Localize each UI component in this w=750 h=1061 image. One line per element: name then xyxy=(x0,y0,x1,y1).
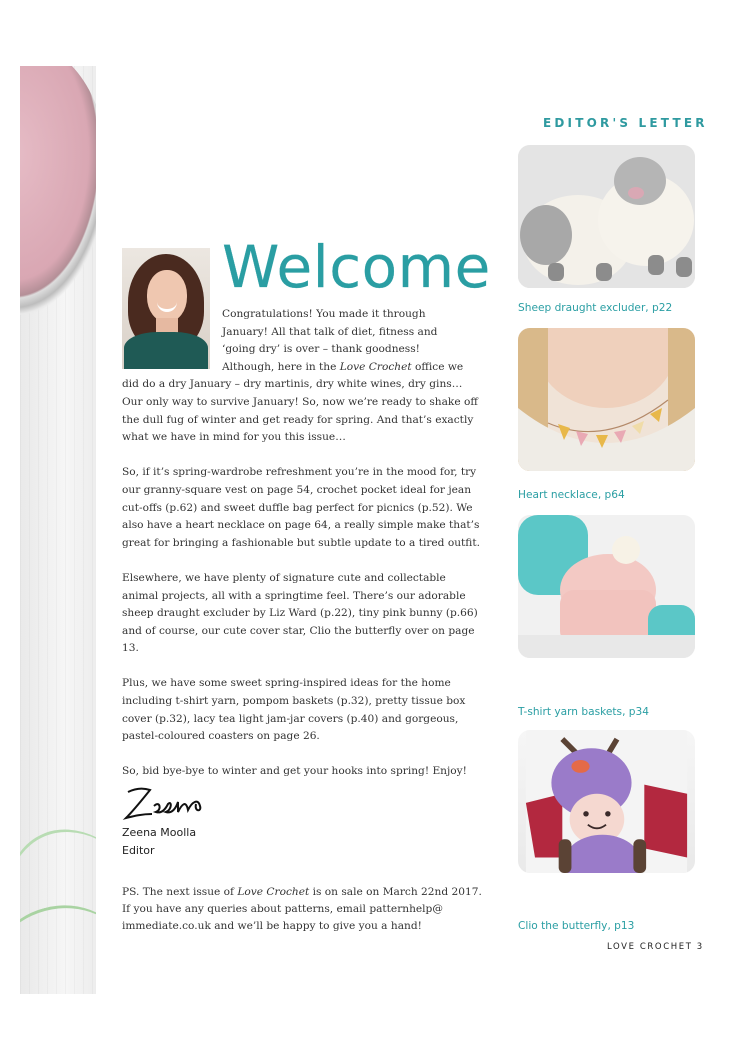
thumbnail-sheep xyxy=(518,145,695,288)
thumbnail-tshirt-yarn-baskets xyxy=(518,515,695,658)
thumbnail-clio-butterfly xyxy=(518,730,695,873)
page-footer: LOVE CROCHET 3 xyxy=(607,942,704,952)
paragraph-4: Plus, we have some sweet spring-inspired ideas for the home including t-shirt yarn, pompom baskets (p.32), pretty tissue box cover (p.32), lacy tea light jam-jar covers (p.40) and gorgeous, pastel-coloured coasters on page 26. xyxy=(122,677,466,743)
p1-rest: did do a dry January – dry martinis, dry white wines, dry gins… Our only way to survive January! So, now we’re ready to shake off the dull fug of winter and get ready for spring. And that’s exactly what we have in mind for you this issue… xyxy=(122,378,478,444)
caption-sheep: Sheep draught excluder, p22 xyxy=(518,302,673,314)
paragraph-3: Elsewhere, we have plenty of signature cute and collectable animal projects, all with a springtime feel. There’s our adorable sheep draught excluder by Liz Ward (p.22), tiny pink bunny (p.66) and of course, our cute cover star, Clio the butterfly over on page 13. xyxy=(122,571,478,655)
left-decorative-photo-strip xyxy=(20,66,96,994)
editor-role: Editor xyxy=(122,844,155,857)
letter-body xyxy=(122,306,480,799)
caption-tshirt-yarn-baskets: T-shirt yarn baskets, p34 xyxy=(518,706,650,718)
paragraph-2: So, if it’s spring-wardrobe refreshment you’re in the mood for, try our granny-square vest on page 54, crochet pocket ideal for jean cut-offs (p.62) and sweet duffle bag perfect for picnics (p.52). We also have a heart necklace on page 64, a really simple make that’s great for bringing a fashionable but subtle update to a tired outfit. xyxy=(122,466,480,549)
caption-heart-necklace: Heart necklace, p64 xyxy=(518,489,625,501)
p1-line-4 xyxy=(222,359,480,377)
pink-tin-image xyxy=(20,66,96,316)
p1-line-3: ‘going dry’ is over – thank goodness! xyxy=(222,343,420,356)
thumbnail-heart-necklace xyxy=(518,328,695,471)
ps-before: PS. The next issue of xyxy=(122,886,238,898)
p1-line-4-a: Although, here in the xyxy=(222,360,340,373)
ps-magazine-name: Love Crochet xyxy=(237,886,310,898)
p1-line-4-b: office we xyxy=(411,360,464,373)
page-title: Welcome xyxy=(222,233,491,301)
section-label: EDITOR'S LETTER xyxy=(543,116,708,130)
editor-name: Zeena Moolla xyxy=(122,826,197,839)
ps-after: is on sale on March 22nd 2017. If you have any queries about patterns, email patternhelp@ immediate.co.uk and we’ll be happy to give you a hand! xyxy=(122,886,482,932)
paragraph-1 xyxy=(122,306,480,447)
caption-clio-butterfly: Clio the butterfly, p13 xyxy=(518,920,635,932)
postscript xyxy=(122,884,482,935)
p1-line-2: January! All that talk of diet, fitness and xyxy=(222,325,438,338)
magazine-name: Love Crochet xyxy=(339,360,412,373)
paragraph-5: So, bid bye-bye to winter and get your hooks into spring! Enjoy! xyxy=(122,765,467,778)
p1-line-1: Congratulations! You made it through xyxy=(222,308,426,320)
handwritten-signature xyxy=(122,780,212,824)
